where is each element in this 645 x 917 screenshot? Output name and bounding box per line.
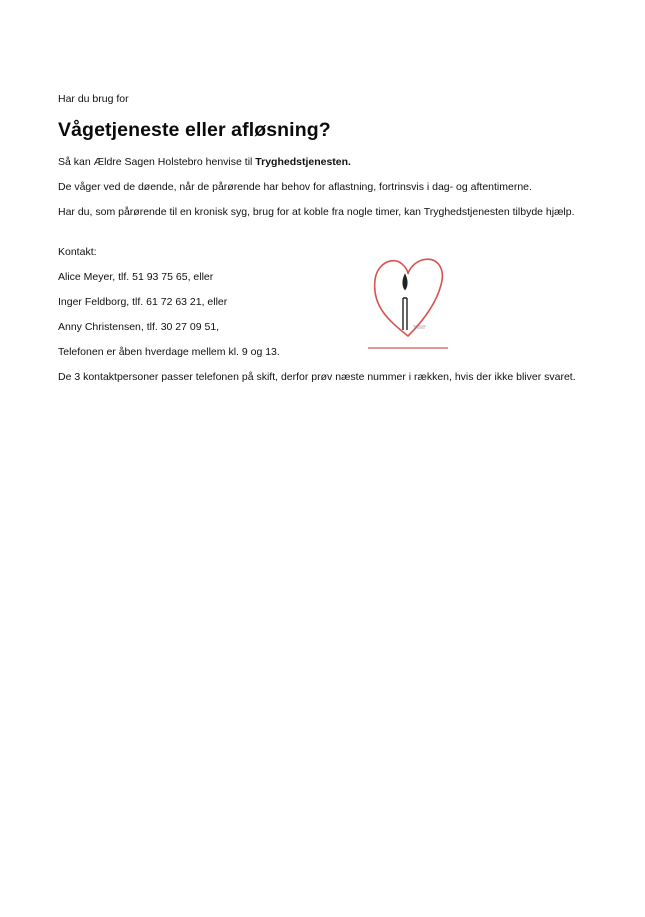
heart-candle-icon (366, 252, 452, 352)
contact-item: Anny Christensen, tlf. 30 27 09 51, (58, 321, 220, 333)
vigil-paragraph: De våger ved de døende, når de pårørende har behov for aflastning, fortrinsvis i dag- og aftentimerne. (58, 181, 532, 193)
referral-text: Så kan Ældre Sagen Holstebro henvise til (58, 156, 256, 168)
service-name: Tryghedstjenesten. (255, 156, 351, 168)
page-title: Vågetjeneste eller afløsning? (58, 119, 331, 141)
relief-paragraph: Har du, som pårørende til en kronisk syg, brug for at koble fra nogle timer, kan Tryghedstjenesten tilbyde hjælp. (58, 206, 575, 218)
referral-paragraph (58, 155, 351, 170)
contact-label: Kontakt: (58, 246, 97, 258)
hours-text: Telefonen er åben hverdage mellem kl. 9 og 13. (58, 346, 280, 358)
intro-text: Har du brug for (58, 93, 129, 105)
note-paragraph: De 3 kontaktpersoner passer telefonen på skift, derfor prøv næste nummer i rækken, hvis der ikke bliver svaret. (58, 371, 576, 383)
contact-item: Inger Feldborg, tlf. 61 72 63 21, eller (58, 296, 228, 308)
contact-item: Alice Meyer, tlf. 51 93 75 65, eller (58, 271, 214, 283)
